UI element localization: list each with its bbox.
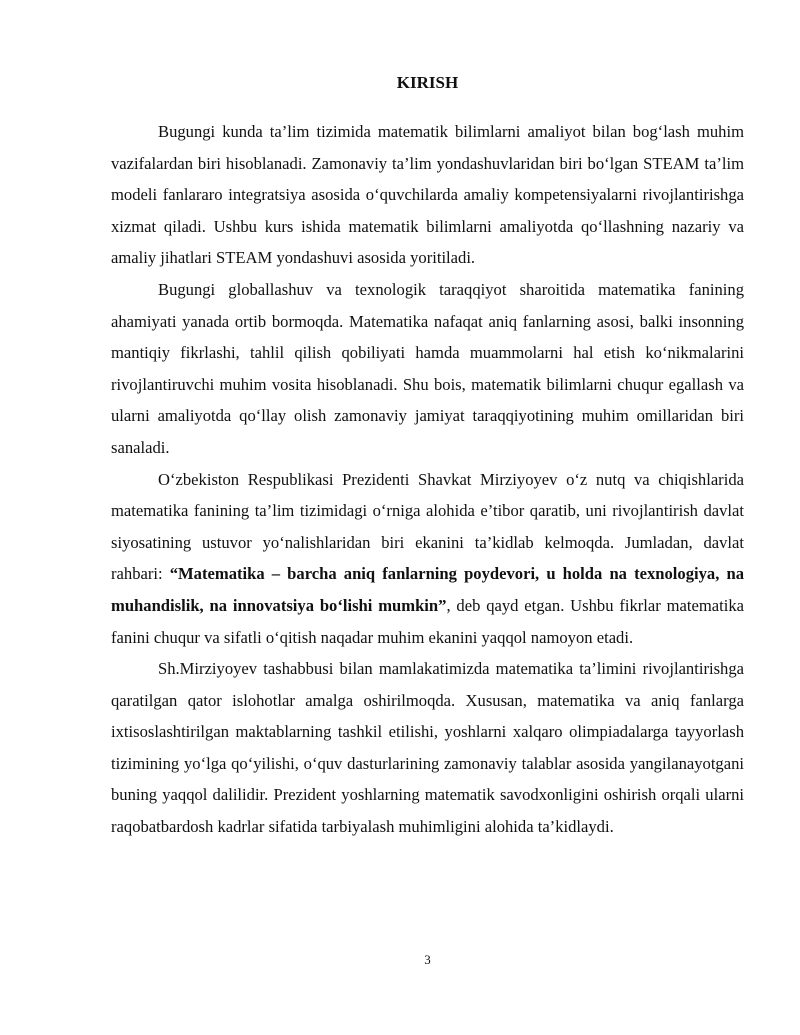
- president-quote: “Matematika – barcha aniq fanlarning poydevori, u holda na texnologiya, na muhandislik, na innovatsiya bo‘lishi mumkin”: [111, 564, 744, 615]
- page-title: KIRISH: [396, 73, 459, 92]
- paragraph-3: [111, 464, 744, 654]
- paragraph-3-lead: O‘zbekiston Respublikasi Prezidenti Shavkat Mirziyoyev o‘z nutq va chiqishlarida matematika fanining ta’lim tizimidagi o‘rniga alohida e’tibor qaratib, uni rivojlantirish davlat siyosatining ustuvor yo‘nalishlaridan biri ekanini ta’kidlab kelmoqda. Jumladan, davlat rahbari:: [111, 469, 744, 584]
- paragraph-4: Sh.Mirziyoyev tashabbusi bilan mamlakatimizda matematika ta’limini rivojlantirishga qaratilgan qator islohotlar amalga oshirilmoqda. Xususan, matematika va aniq fanlarga ixtisoslashtirilgan maktablarning tashkil etilishi, yoshlarni xalqaro olimpiadalarga tayyorlash tizimining yo‘lga qo‘yilishi, o‘quv dasturlarining zamonaviy talablar asosida yangilanayotgani buning yaqqol dalilidir. Prezident yoshlarning matematik savodxonligini oshirish orqali ularni raqobatbardosh kadrlar sifatida tarbiyalash muhimligini alohida ta’kidlaydi.: [111, 659, 744, 837]
- paragraph-2: Bugungi globallashuv va texnologik taraqqiyot sharoitida matematika fanining ahamiyati yanada ortib bormoqda. Matematika nafaqat aniq fanlarning asosi, balki insonning mantiqiy fikrlashi, tahlil qilish qobiliyati hamda muammolarni hal etish ko‘nikmalarini rivojlantiruvchi muhim vosita hisoblanadi. Shu bois, matematik bilimlarni chuqur egallash va ularni amaliyotda qo‘llay olish zamonaviy jamiyat taraqqiyotining muhim omillaridan biri sanaladi.: [111, 279, 744, 457]
- paragraph-3-tail: , deb qayd etgan. Ushbu fikrlar matematika fanini chuqur va sifatli o‘qitish naqadar muhim ekanini yaqqol namoyon etadi.: [111, 595, 744, 647]
- page-number: 3: [424, 952, 431, 967]
- paragraph-1: Bugungi kunda ta’lim tizimida matematik bilimlarni amaliyot bilan bog‘lash muhim vazifalardan biri hisoblanadi. Zamonaviy ta’lim yondashuvlaridan biri bo‘lgan STEAM ta’lim modeli fanlararo integratsiya asosida o‘quvchilarda amaliy kompetensiyalarni rivojlantirishga xizmat qiladi. Ushbu kurs ishida matematik bilimlarni amaliyotda qo‘llashning nazariy va amaliy jihatlari STEAM yondashuvi asosida yoritiladi.: [111, 122, 744, 268]
